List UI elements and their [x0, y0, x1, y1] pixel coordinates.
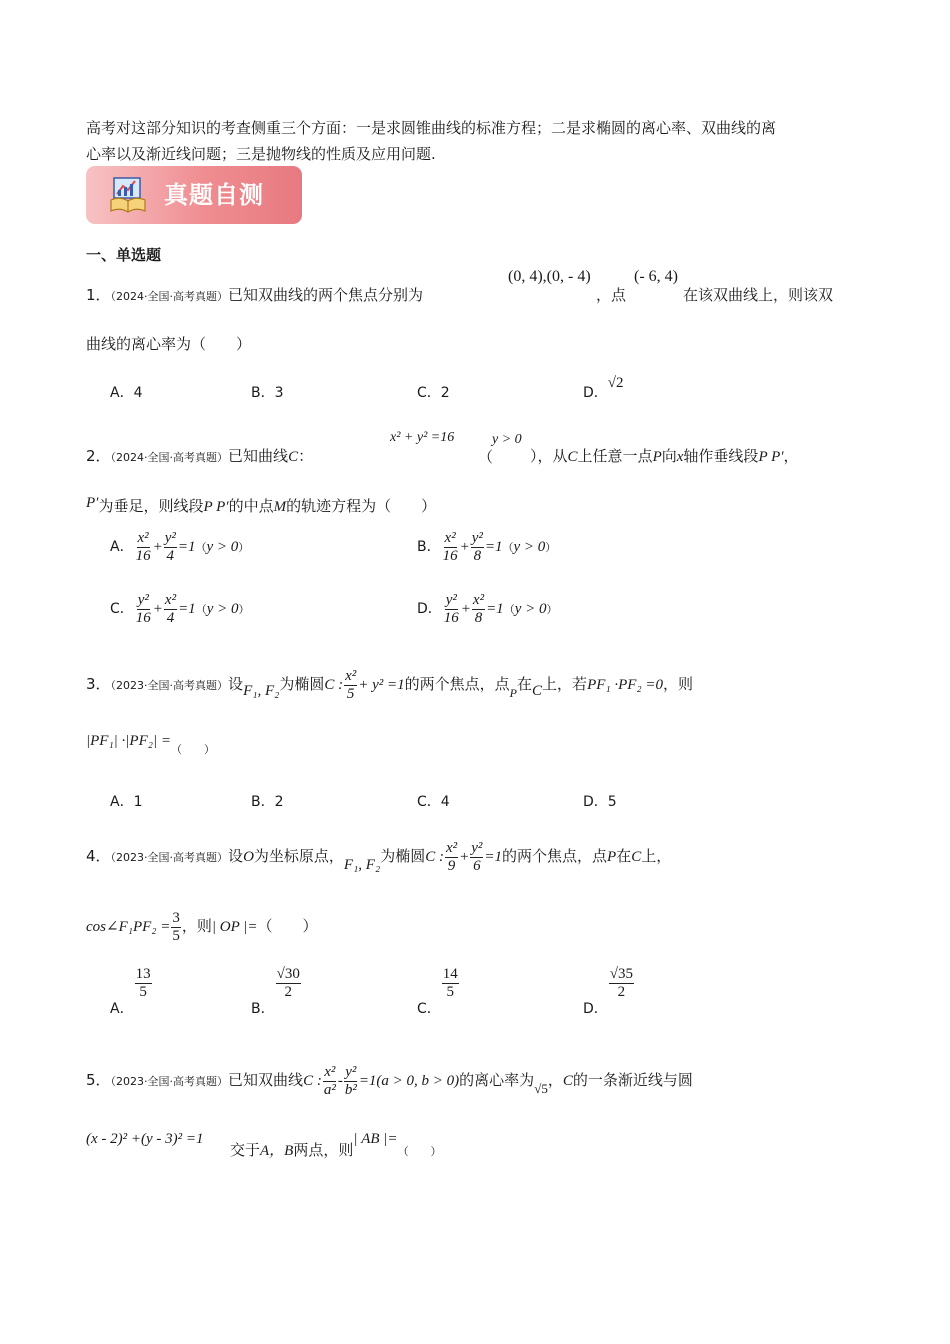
q1-option-d[interactable]: D．√2 [583, 375, 624, 401]
book-chart-icon [108, 174, 148, 214]
q1-foci: (0, 4),(0, - 4) [508, 268, 591, 285]
question-4: 4．（2023·全国·高考真题）设O为坐标原点，F₁, F₂为椭圆C : $\frac{\text{x²}}{9}$ + $\frac{\text{y²}}{6}$ =1的两个焦点，点P在C上， [86, 840, 672, 874]
q2-paren-open: （ [478, 450, 494, 466]
q5-source: （2023·全国·高考真题） [110, 1074, 229, 1088]
q4-source: （2023·全国·高考真题） [110, 850, 229, 864]
q3-number: 3． [86, 674, 111, 693]
q1-number: 1． [86, 286, 111, 304]
q4-option-c[interactable]: C． $\frac{14}{5}$ [417, 966, 458, 1017]
question-2: 2．（2024·全国·高考真题）已知曲线C： [86, 447, 314, 465]
q5-line-2-rest: 交于A，B两点，则| AB |=（ ） [230, 1131, 442, 1159]
q2-condition: y > 0 [492, 432, 522, 447]
q1-text-3: 在该双曲线上，则该双 [683, 286, 834, 304]
q2-source: （2024·全国·高考真题） [110, 451, 229, 464]
q3-option-b[interactable]: B．2 [251, 794, 284, 810]
q4-line-2: cos∠F₁PF₂ = $\frac{3}{5}$ ，则| OP |=（ ） [86, 910, 318, 944]
q2-line-2: P′为垂足，则线段P P′的中点M的轨迹方程为（ ） [86, 495, 437, 515]
q4-number: 4． [86, 846, 111, 865]
q1-source: （2024·全国·高考真题） [110, 290, 229, 303]
q4-option-a[interactable]: A． $\frac{13}{5}$ [110, 966, 151, 1017]
q1-text-1: 已知双曲线的两个焦点分别为 [228, 286, 424, 304]
q5-number: 5． [86, 1070, 111, 1089]
question-5: 5．（2023·全国·高考真题）已知双曲线C : $\frac{\text{x²}}{\text{a²}}$ - $\frac{\text{y²}}{\text{b²}}$ =1(a > 0, b > 0)的离心率为√5，C的一条渐近线与圆 [86, 1064, 693, 1098]
question-3: 3．（2023·全国·高考真题）设F₁, F₂为椭圆C : $\frac{\text{x²}}{5}$ + y² =1的两个焦点，点$_P$在C上，若PF₁ ·PF₂ =0，则 [86, 668, 694, 702]
q1-option-a[interactable]: A．4 [110, 385, 143, 401]
q2-equation: x² + y² =16 [390, 430, 455, 445]
q2-option-a[interactable]: A． $\frac{\text{x²}}{16}$ + $\frac{\text{y²}}{4}$ =1（y > 0） [110, 530, 250, 564]
q2-option-b[interactable]: B． $\frac{\text{x²}}{16}$ + $\frac{\text{y²}}{8}$ =1（y > 0） [417, 530, 557, 564]
q2-number: 2． [86, 447, 111, 465]
q2-line-1-rest: ），从C上任意一点P向x轴作垂线段P P′， [530, 447, 799, 465]
q3-option-c[interactable]: C．4 [417, 794, 450, 810]
q1-option-b[interactable]: B．3 [251, 385, 284, 401]
q2-option-c[interactable]: C． $\frac{\text{y²}}{16}$ + $\frac{\text{x²}}{4}$ =1（y > 0） [110, 592, 250, 626]
q1-option-c[interactable]: C．2 [417, 385, 450, 401]
q3-line-2: $|PF_1| \cdot|PF_2| =_{( )}$ [86, 733, 215, 756]
section-title: 一、单选题 [86, 246, 162, 264]
q4-option-b[interactable]: B． $\frac{√30}{2}$ [251, 966, 300, 1017]
q4-option-d[interactable]: D． $\frac{√35}{2}$ [583, 966, 634, 1017]
q3-option-a[interactable]: A．1 [110, 794, 143, 810]
question-1 [86, 285, 423, 307]
q1-text-2: ，点 [596, 286, 627, 304]
banner-title: 真题自测 [164, 181, 264, 209]
q5-line-2: (x - 2)² +(y - 3)² =1 [86, 1131, 204, 1147]
intro-line-2: 心率以及渐近线问题；三是抛物线的性质及应用问题. [86, 145, 436, 163]
q2-option-d[interactable]: D． $\frac{\text{y²}}{16}$ + $\frac{\text{x²}}{8}$ =1（y > 0） [417, 592, 558, 626]
q3-source: （2023·全国·高考真题） [110, 678, 229, 692]
q1-text-4: 曲线的离心率为（ ） [86, 335, 252, 353]
q2-text-1: 已知曲线 [228, 447, 289, 465]
q3-option-d[interactable]: D．5 [583, 794, 617, 810]
intro-line-1: 高考对这部分知识的考查侧重三个方面：一是求圆锥曲线的标准方程；二是求椭圆的离心率、双曲线的离 [86, 119, 777, 137]
q1-point: (- 6, 4) [634, 268, 678, 285]
